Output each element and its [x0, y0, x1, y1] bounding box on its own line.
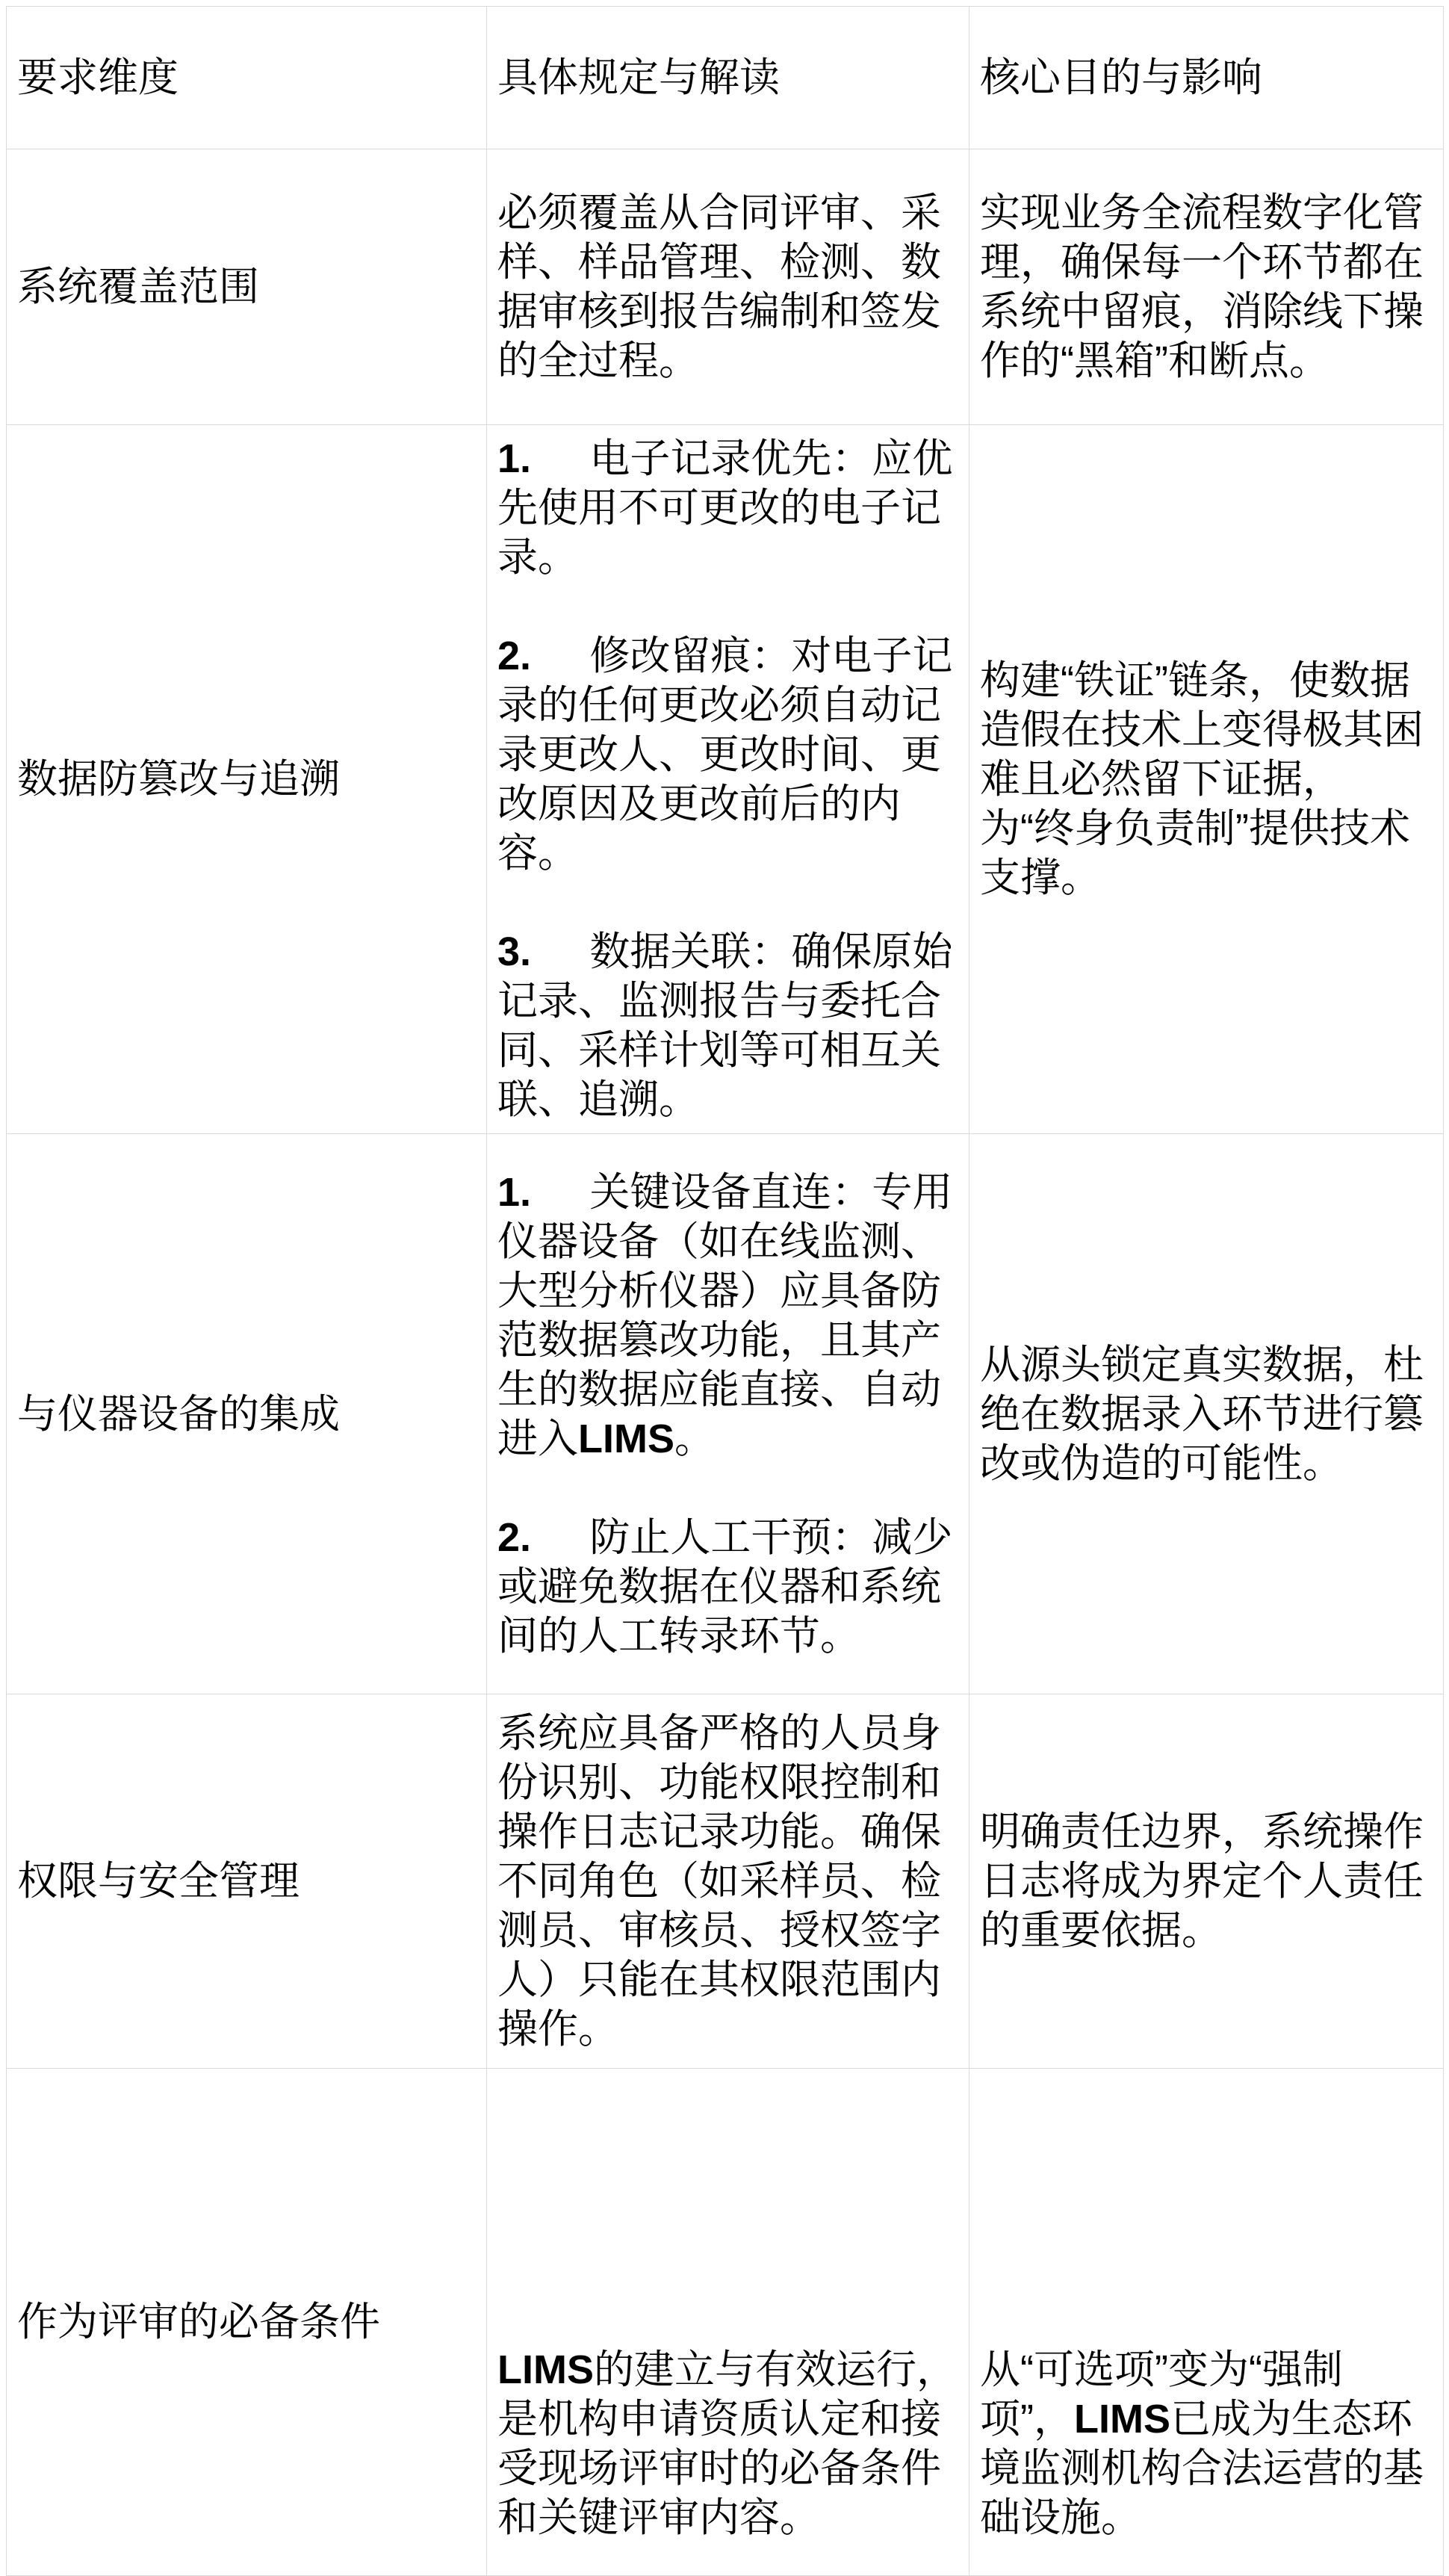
paragraph	[980, 656, 1433, 902]
cell-dimension	[7, 149, 487, 425]
text-run: 系统覆盖范围	[17, 264, 259, 309]
text-run: 实现业务全流程数字化管理，确保每一个环节都在系统中留痕，消除线下操作的“黑箱”和断点。	[980, 191, 1424, 383]
text-run: 修改留痕：对电子记录的任何更改必须自动记录更改人、更改时间、更改原因及更改前后的内容。	[497, 634, 953, 876]
paragraph	[17, 1390, 476, 1439]
cell-details	[487, 1134, 969, 1694]
table-header-row	[7, 7, 1444, 149]
text-run: 系统应具备严格的人员身份识别、功能权限控制和操作日志记录功能。确保不同角色（如采样员、检测员、审核员、授权签字人）只能在其权限范围内操作。	[497, 1711, 941, 2052]
paragraph	[980, 1807, 1433, 1955]
table-row	[7, 2069, 1444, 2576]
table-row	[7, 425, 1444, 1134]
text-run: 数据关联：确保原始记录、监测报告与委托合同、采样计划等可相互关联、追溯。	[497, 929, 953, 1122]
text-run: 作为评审的必备条件	[17, 2300, 380, 2344]
text-run: 3.	[497, 929, 532, 974]
paragraph	[497, 1168, 958, 1464]
text-run: 明确责任边界，系统操作日志将成为界定个人责任的重要依据。	[980, 1809, 1424, 1953]
text-run: 数据防篡改与追溯	[17, 757, 340, 802]
text-run: LIMS	[497, 2347, 594, 2392]
text-run: 防止人工干预：减少或避免数据在仪器和系统间的人工转录环节。	[497, 1514, 953, 1659]
header-details: 具体规定与解读	[487, 7, 969, 149]
paragraph	[497, 1709, 958, 2054]
cell-details	[487, 425, 969, 1134]
text-run: 与仪器设备的集成	[17, 1391, 340, 1437]
cell-dimension	[7, 425, 487, 1134]
text-run: 2.	[497, 634, 532, 678]
cell-dimension	[7, 1694, 487, 2069]
text-run: 电子记录优先：应优先使用不可更改的电子记录。	[497, 436, 953, 580]
text-run: 2.	[497, 1514, 532, 1560]
table-body	[7, 149, 1444, 2576]
cell-impact	[969, 2069, 1444, 2576]
paragraph	[497, 927, 958, 1124]
text-run: 必须覆盖从合同评审、采样、样品管理、检测、数据审核到报告编制和签发的全过程。	[497, 191, 941, 383]
paragraph	[980, 188, 1433, 386]
text-run: LIMS	[1073, 2397, 1170, 2442]
header-dimension: 要求维度	[7, 7, 487, 149]
cell-impact	[969, 149, 1444, 425]
text-run: 。	[674, 1416, 715, 1461]
paragraph	[17, 2297, 476, 2347]
text-run: 从源头锁定真实数据，杜绝在数据录入环节进行篡改或伪造的可能性。	[980, 1342, 1424, 1486]
paragraph	[17, 755, 476, 804]
cell-details	[487, 149, 969, 425]
paragraph	[497, 188, 958, 386]
table-row	[7, 1134, 1444, 1694]
cell-dimension	[7, 2069, 487, 2576]
text-run: 已成为生态环境监测机构合法运营的基础设施。	[980, 2397, 1424, 2540]
paragraph	[497, 2345, 958, 2542]
paragraph	[17, 1857, 476, 1906]
paragraph	[497, 1513, 958, 1661]
cell-impact	[969, 425, 1444, 1134]
text-run: 1.	[497, 1169, 532, 1215]
text-run: 从“可选项”变为“强制项”，	[980, 2347, 1343, 2442]
cell-details	[487, 1694, 969, 2069]
table-row	[7, 1694, 1444, 2069]
text-run: 1.	[497, 436, 532, 481]
paragraph	[17, 262, 476, 312]
paragraph	[980, 1340, 1433, 1488]
text-run: 构建“铁证”链条，使数据造假在技术上变得极其困难且必然留下证据，为“终身负责制”提供技术支撑。	[980, 658, 1424, 900]
text-run: 权限与安全管理	[17, 1859, 300, 1904]
header-impact: 核心目的与影响	[969, 7, 1444, 149]
requirements-table	[6, 6, 1444, 2576]
paragraph	[980, 2345, 1433, 2542]
cell-impact	[969, 1694, 1444, 2069]
paragraph	[497, 631, 958, 878]
text-run: 的建立与有效运行，是机构申请资质认定和接受现场评审时的必备条件和关键评审内容。	[497, 2347, 957, 2540]
paragraph	[497, 434, 958, 582]
text-run: LIMS	[578, 1416, 674, 1461]
table-row	[7, 149, 1444, 425]
text-run: 关键设备直连：专用仪器设备（如在线监测、大型分析仪器）应具备防范数据篡改功能，且其产生的数据应能直接、自动进入	[497, 1169, 953, 1461]
cell-impact	[969, 1134, 1444, 1694]
cell-dimension	[7, 1134, 487, 1694]
cell-details	[487, 2069, 969, 2576]
